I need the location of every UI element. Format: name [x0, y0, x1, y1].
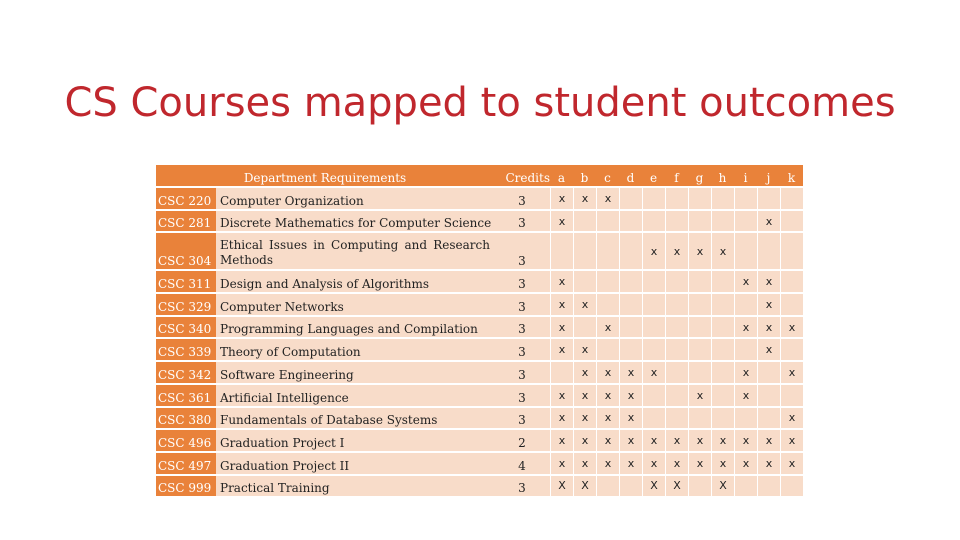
outcome-mark-a: x	[550, 385, 573, 408]
outcome-mark-g	[688, 188, 711, 211]
header-outcome-i: i	[734, 165, 757, 188]
outcome-mark-a: x	[550, 188, 573, 211]
outcome-mark-d	[619, 339, 642, 362]
course-name: Design and Analysis of Algorithms	[220, 277, 430, 292]
outcome-mark-i	[734, 188, 757, 211]
table-row	[156, 339, 803, 362]
outcome-mark-d	[619, 317, 642, 340]
outcome-mark-i	[734, 476, 757, 499]
course-name-cell	[216, 188, 494, 211]
outcome-mark-e	[642, 317, 665, 340]
course-code: CSC 380	[156, 408, 216, 431]
course-credits: 3	[494, 408, 550, 431]
outcome-mark-a: x	[550, 430, 573, 453]
outcome-mark-f: X	[665, 476, 688, 499]
table-row	[156, 317, 803, 340]
outcome-mark-h: x	[711, 233, 734, 271]
outcome-mark-f: x	[665, 233, 688, 271]
course-name-cell	[216, 339, 494, 362]
header-outcome-b: b	[573, 165, 596, 188]
course-name: Software Engineering	[220, 367, 354, 382]
course-name: Ethical Issues in Computing and Research Methods	[220, 238, 490, 268]
outcome-mark-b: x	[573, 408, 596, 431]
outcome-mark-i	[734, 233, 757, 271]
outcome-mark-g	[688, 362, 711, 385]
outcome-mark-b	[573, 233, 596, 271]
course-name-cell	[216, 211, 494, 234]
outcome-mark-k	[780, 294, 803, 317]
outcome-mark-j	[757, 233, 780, 271]
outcome-mark-i	[734, 408, 757, 431]
outcome-mark-a: X	[550, 476, 573, 499]
course-credits: 3	[494, 271, 550, 294]
outcome-mark-c: x	[596, 385, 619, 408]
outcome-mark-i	[734, 339, 757, 362]
outcome-mark-h	[711, 317, 734, 340]
table-row	[156, 188, 803, 211]
outcome-mark-j: x	[757, 294, 780, 317]
course-code: CSC 304	[156, 233, 216, 271]
course-name: Discrete Mathematics for Computer Science	[220, 216, 492, 231]
outcome-mark-j: x	[757, 271, 780, 294]
outcome-mark-f	[665, 188, 688, 211]
outcome-mark-c: x	[596, 408, 619, 431]
outcome-mark-d	[619, 188, 642, 211]
table-row	[156, 211, 803, 234]
outcome-mark-a: x	[550, 294, 573, 317]
course-rows	[156, 188, 803, 498]
outcome-mark-h	[711, 188, 734, 211]
header-credits: Credits	[494, 165, 550, 188]
course-code: CSC 497	[156, 453, 216, 476]
outcome-mark-j	[757, 408, 780, 431]
outcome-mark-j: x	[757, 317, 780, 340]
course-name-cell	[216, 233, 494, 271]
outcome-mark-h	[711, 408, 734, 431]
outcome-mark-b: x	[573, 453, 596, 476]
outcome-mark-k	[780, 211, 803, 234]
course-code: CSC 311	[156, 271, 216, 294]
outcome-mark-g: x	[688, 385, 711, 408]
outcome-mark-g: x	[688, 430, 711, 453]
outcome-mark-g	[688, 339, 711, 362]
outcome-mark-c	[596, 476, 619, 499]
outcome-mark-b: x	[573, 430, 596, 453]
outcome-mark-a	[550, 362, 573, 385]
outcome-mark-a: x	[550, 408, 573, 431]
outcome-mark-f	[665, 362, 688, 385]
table-row	[156, 408, 803, 431]
outcome-mark-i: x	[734, 317, 757, 340]
outcome-mark-f	[665, 408, 688, 431]
course-name: Practical Training	[220, 481, 330, 496]
header-row	[156, 165, 803, 188]
outcome-mark-h	[711, 362, 734, 385]
outcome-mark-h: X	[711, 476, 734, 499]
table-row	[156, 233, 803, 271]
outcome-mark-f	[665, 211, 688, 234]
outcome-mark-e	[642, 271, 665, 294]
outcome-mark-k: x	[780, 317, 803, 340]
outcome-mark-d: x	[619, 453, 642, 476]
outcome-mark-c: x	[596, 453, 619, 476]
outcome-mark-d: x	[619, 430, 642, 453]
outcome-mark-f	[665, 294, 688, 317]
outcome-mark-h	[711, 385, 734, 408]
outcome-mark-i: x	[734, 385, 757, 408]
course-code: CSC 340	[156, 317, 216, 340]
course-code: CSC 361	[156, 385, 216, 408]
outcome-mark-k	[780, 385, 803, 408]
course-credits: 4	[494, 453, 550, 476]
table-row	[156, 385, 803, 408]
outcome-mark-a: x	[550, 317, 573, 340]
outcome-mark-i	[734, 211, 757, 234]
outcome-mark-g	[688, 317, 711, 340]
outcome-mark-g	[688, 476, 711, 499]
course-credits: 3	[494, 233, 550, 271]
course-credits: 3	[494, 476, 550, 499]
course-code: CSC 496	[156, 430, 216, 453]
course-name: Graduation Project II	[220, 458, 350, 473]
outcome-mark-g: x	[688, 453, 711, 476]
outcome-mark-c	[596, 233, 619, 271]
outcome-mark-c	[596, 211, 619, 234]
outcome-mark-f	[665, 317, 688, 340]
course-code: CSC 220	[156, 188, 216, 211]
outcome-mark-f: x	[665, 453, 688, 476]
header-outcome-c: c	[596, 165, 619, 188]
course-credits: 3	[494, 362, 550, 385]
outcome-mark-b: x	[573, 188, 596, 211]
course-name: Computer Networks	[220, 299, 344, 314]
outcome-mark-g	[688, 408, 711, 431]
course-name: Computer Organization	[220, 193, 364, 208]
outcome-mark-g	[688, 271, 711, 294]
outcome-mark-e	[642, 211, 665, 234]
outcome-mark-h	[711, 339, 734, 362]
course-name-cell	[216, 453, 494, 476]
outcome-mark-b: x	[573, 385, 596, 408]
outcome-mark-a: x	[550, 271, 573, 294]
course-code: CSC 329	[156, 294, 216, 317]
outcome-mark-c	[596, 294, 619, 317]
outcome-mark-b: x	[573, 362, 596, 385]
table-row	[156, 294, 803, 317]
table-row	[156, 430, 803, 453]
outcome-mark-e	[642, 385, 665, 408]
course-credits: 3	[494, 385, 550, 408]
outcome-mark-e	[642, 408, 665, 431]
course-credits: 3	[494, 211, 550, 234]
outcome-mark-h	[711, 271, 734, 294]
outcome-mark-a	[550, 233, 573, 271]
outcome-mark-c: x	[596, 317, 619, 340]
outcome-mark-b: x	[573, 294, 596, 317]
outcome-mark-c: x	[596, 188, 619, 211]
course-name: Programming Languages and Compilation	[220, 322, 478, 337]
outcome-mark-d	[619, 233, 642, 271]
outcome-mark-d: x	[619, 362, 642, 385]
outcome-mark-i	[734, 294, 757, 317]
course-credits: 2	[494, 430, 550, 453]
header-outcome-e: e	[642, 165, 665, 188]
outcome-mark-a: x	[550, 339, 573, 362]
header-outcome-j: j	[757, 165, 780, 188]
outcome-mark-a: x	[550, 211, 573, 234]
outcomes-table	[156, 165, 803, 498]
course-name: Theory of Computation	[220, 345, 361, 360]
outcome-mark-j: x	[757, 211, 780, 234]
outcome-mark-e: X	[642, 476, 665, 499]
slide-title: CS Courses mapped to student outcomes	[64, 80, 896, 126]
course-credits: 3	[494, 339, 550, 362]
outcome-mark-k	[780, 233, 803, 271]
outcome-mark-b	[573, 271, 596, 294]
outcome-mark-b: X	[573, 476, 596, 499]
outcome-mark-c: x	[596, 430, 619, 453]
outcome-mark-j: x	[757, 339, 780, 362]
course-name-cell	[216, 317, 494, 340]
outcome-mark-i: x	[734, 271, 757, 294]
outcome-mark-k: x	[780, 430, 803, 453]
outcome-mark-e	[642, 188, 665, 211]
course-name-cell	[216, 430, 494, 453]
outcome-mark-e: x	[642, 453, 665, 476]
outcome-mark-b	[573, 211, 596, 234]
outcome-mark-j	[757, 188, 780, 211]
outcome-mark-j: x	[757, 430, 780, 453]
outcome-mark-e	[642, 294, 665, 317]
course-code: CSC 342	[156, 362, 216, 385]
course-name-cell	[216, 294, 494, 317]
outcome-mark-k: x	[780, 408, 803, 431]
outcome-mark-i: x	[734, 453, 757, 476]
outcome-mark-i: x	[734, 362, 757, 385]
course-code: CSC 339	[156, 339, 216, 362]
outcome-mark-c	[596, 271, 619, 294]
course-name: Fundamentals of Database Systems	[220, 413, 438, 428]
header-outcome-f: f	[665, 165, 688, 188]
course-code: CSC 999	[156, 476, 216, 499]
header-outcome-h: h	[711, 165, 734, 188]
table-row	[156, 271, 803, 294]
outcome-mark-a: x	[550, 453, 573, 476]
course-name-cell	[216, 385, 494, 408]
header-outcome-a: a	[550, 165, 573, 188]
outcome-mark-k	[780, 476, 803, 499]
outcome-mark-g	[688, 294, 711, 317]
outcome-mark-d	[619, 271, 642, 294]
outcome-mark-c	[596, 339, 619, 362]
outcome-mark-d: x	[619, 408, 642, 431]
outcome-mark-f	[665, 385, 688, 408]
outcome-mark-k: x	[780, 362, 803, 385]
table-row	[156, 476, 803, 499]
table-row	[156, 453, 803, 476]
course-name-cell	[216, 362, 494, 385]
course-name-cell	[216, 271, 494, 294]
header-outcome-d: d	[619, 165, 642, 188]
outcome-mark-g	[688, 211, 711, 234]
outcome-mark-d	[619, 211, 642, 234]
table-row	[156, 362, 803, 385]
outcome-mark-h	[711, 294, 734, 317]
outcome-mark-c: x	[596, 362, 619, 385]
outcome-mark-j: x	[757, 453, 780, 476]
course-name-cell	[216, 476, 494, 499]
outcome-mark-e: x	[642, 430, 665, 453]
outcome-mark-h	[711, 211, 734, 234]
course-name-cell	[216, 408, 494, 431]
outcome-mark-g: x	[688, 233, 711, 271]
outcome-mark-j	[757, 476, 780, 499]
course-credits: 3	[494, 188, 550, 211]
header-outcome-k: k	[780, 165, 803, 188]
outcome-mark-b	[573, 317, 596, 340]
course-credits: 3	[494, 317, 550, 340]
outcome-mark-j	[757, 362, 780, 385]
outcome-mark-h: x	[711, 430, 734, 453]
outcome-mark-i: x	[734, 430, 757, 453]
outcome-mark-f: x	[665, 430, 688, 453]
header-outcome-g: g	[688, 165, 711, 188]
outcome-mark-d	[619, 294, 642, 317]
outcome-mark-h: x	[711, 453, 734, 476]
header-department: Department Requirements	[156, 165, 494, 188]
outcome-mark-e	[642, 339, 665, 362]
outcome-mark-f	[665, 271, 688, 294]
outcome-mark-e: x	[642, 233, 665, 271]
course-code: CSC 281	[156, 211, 216, 234]
outcome-mark-k	[780, 339, 803, 362]
outcome-mark-k	[780, 188, 803, 211]
outcome-mark-k: x	[780, 453, 803, 476]
outcome-mark-f	[665, 339, 688, 362]
outcome-mark-k	[780, 271, 803, 294]
course-name: Artificial Intelligence	[220, 390, 349, 405]
outcome-mark-d: x	[619, 385, 642, 408]
outcome-mark-d	[619, 476, 642, 499]
course-name: Graduation Project I	[220, 435, 345, 450]
outcome-mark-e: x	[642, 362, 665, 385]
outcome-mark-b: x	[573, 339, 596, 362]
course-credits: 3	[494, 294, 550, 317]
outcome-mark-j	[757, 385, 780, 408]
